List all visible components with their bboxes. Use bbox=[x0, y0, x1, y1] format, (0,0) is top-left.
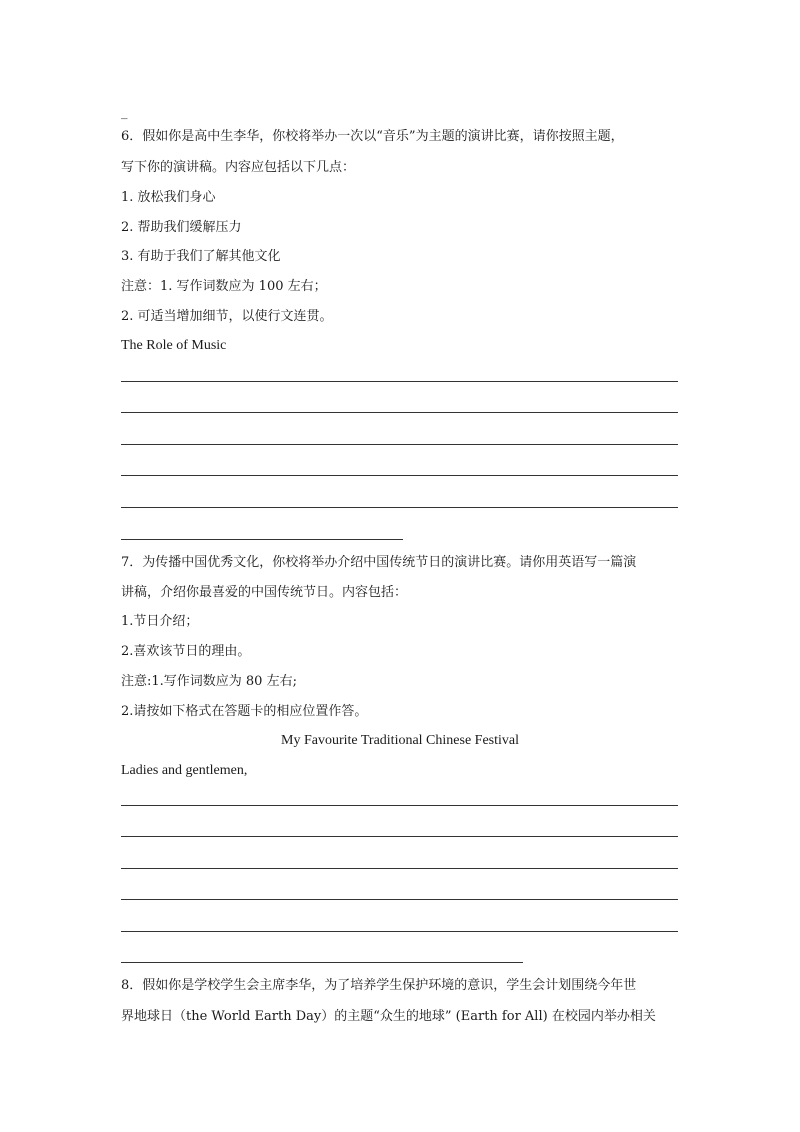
q6-essay-title: The Role of Music bbox=[121, 338, 227, 353]
q7-answer-line bbox=[121, 931, 678, 932]
q6-note-1: 注意：1. 写作词数应为 100 左右； bbox=[121, 279, 327, 294]
q7-answer-line bbox=[121, 868, 678, 869]
q6-point-2: 2. 帮助我们缓解压力 bbox=[121, 220, 242, 235]
q7-answer-line bbox=[121, 962, 523, 963]
q6-answer-line bbox=[121, 381, 678, 382]
q7-answer-line bbox=[121, 899, 678, 900]
q6-prompt-line-1: 6．假如你是高中生李华，你校将举办一次以“音乐”为主题的演讲比赛，请你按照主题， bbox=[121, 129, 624, 144]
header-mark: _ bbox=[121, 105, 128, 120]
q7-essay-title: My Favourite Traditional Chinese Festival bbox=[281, 733, 519, 748]
q8-prompt-line-1: 8．假如你是学校学生会主席李华，为了培养学生保护环境的意识，学生会计划围绕今年世 bbox=[121, 978, 637, 993]
q6-answer-line bbox=[121, 539, 403, 540]
q8-prompt-line-2: 界地球日（the World Earth Day）的主题“众生的地球” (Earth for All) 在校园内举办相关 bbox=[121, 1009, 656, 1024]
q6-prompt-line-2: 写下你的演讲稿。内容应包括以下几点： bbox=[121, 160, 356, 175]
q7-greeting: Ladies and gentlemen, bbox=[121, 763, 248, 778]
q7-prompt-line-1: 7．为传播中国优秀文化，你校将举办介绍中国传统节日的演讲比赛。请你用英语写一篇演 bbox=[121, 555, 637, 570]
q6-note-2: 2. 可适当增加细节，以使行文连贯。 bbox=[121, 309, 333, 324]
q7-point-1: 1.节日介绍； bbox=[121, 614, 199, 629]
q7-note-1: 注意:1.写作词数应为 80 左右; bbox=[121, 674, 297, 689]
q6-answer-line bbox=[121, 507, 678, 508]
q7-point-2: 2.喜欢该节日的理由。 bbox=[121, 644, 251, 659]
q7-answer-line bbox=[121, 836, 678, 837]
q7-answer-line bbox=[121, 805, 678, 806]
q6-point-1: 1. 放松我们身心 bbox=[121, 190, 216, 205]
q7-note-2: 2.请按如下格式在答题卡的相应位置作答。 bbox=[121, 704, 368, 719]
q7-prompt-line-2: 讲稿，介绍你最喜爱的中国传统节日。内容包括： bbox=[121, 585, 408, 600]
q6-answer-line bbox=[121, 444, 678, 445]
q6-answer-line bbox=[121, 412, 678, 413]
q6-answer-line bbox=[121, 475, 678, 476]
q6-point-3: 3. 有助于我们了解其他文化 bbox=[121, 249, 281, 264]
